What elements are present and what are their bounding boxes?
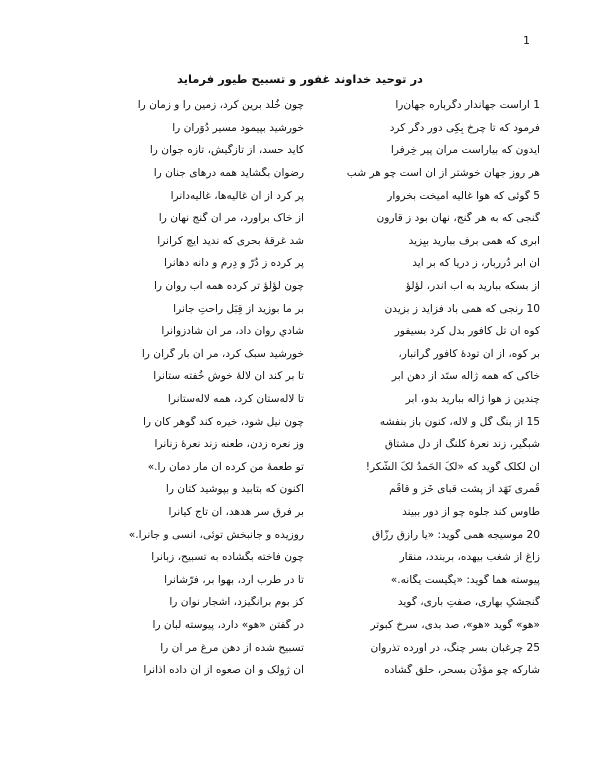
poem-title: در توحید خداوند غفور و تسبیح طیور فرماید — [177, 72, 423, 86]
verse-first-hemistich: طاوس کند جلوه چو از دور ببیند — [402, 505, 540, 518]
verse-first-hemistich: «هو» گوید «هو»، صد بدی، سرخ کبوتر — [370, 618, 540, 631]
verse-first-hemistich: خاکی که همه ژاله ستَد از دهن ابر — [391, 370, 540, 383]
verse-row — [60, 320, 540, 343]
verse-row — [60, 388, 540, 411]
verse-second-hemistich: از خاک برآورد، مر آن گنج نهان را — [158, 212, 304, 225]
verse-first-hemistich: پیوسته هما گوید: «یگیست یگانه.» — [390, 573, 540, 586]
verse-first-hemistich: 10 رنجی که همی باد فزاید ز بزیدن — [384, 302, 540, 315]
verse-second-hemistich: روزیده و جانبخش توئی، انسی و جانرا.» — [128, 528, 304, 541]
verse-row — [60, 275, 540, 298]
verse-row — [60, 591, 540, 614]
verse-first-hemistich: ایدون که بیاراست مرآن پیر خِرفرا — [390, 144, 540, 157]
verse-second-hemistich: چون نیل شود، خیره کند گوهر کان را — [142, 415, 304, 428]
verse-first-hemistich: 1 آراست جهاندار دگرباره جهان‌را — [395, 99, 540, 112]
verse-second-hemistich: چون خُلد برین کرد، زمین را و زمان را — [137, 99, 304, 112]
verse-row — [60, 546, 540, 569]
verse-second-hemistich: خورشید بپیمود مسیر دُوَران را — [172, 121, 304, 134]
verse-first-hemistich: آن ابر دُرربار، ز دریا که بر آید — [412, 257, 540, 270]
verse-second-hemistich: شادیِ روان داد، مر آن شادزوانرا — [161, 325, 304, 338]
verse-row — [60, 230, 540, 253]
verse-row — [60, 614, 540, 637]
verse-first-hemistich: هر روز جهان خوشتر از آن است چو هر شب — [346, 167, 540, 180]
verse-row — [60, 501, 540, 524]
verse-row — [60, 365, 540, 388]
verse-second-hemistich: تو طعمهٔ من کرده آن مار دمان را.» — [147, 460, 304, 473]
page-number: 1 — [523, 34, 530, 47]
verse-first-hemistich: آن لکلک گوید که «لکَ الحَمدُ لکَ الشُّکر! — [365, 460, 540, 473]
verse-row — [60, 478, 540, 501]
verse-first-hemistich: 20 موسیجه همی گوید: «یا رازِقِ رزّاق — [371, 528, 540, 541]
verse-second-hemistich: رضوان بگشاید همه درهای جنان را — [153, 167, 304, 180]
verse-second-hemistich: آن ژولک و آن صعوه از آن داده اذانرا — [143, 664, 304, 677]
verse-first-hemistich: شارکه چو مؤذّن بسحر، حلق گشاده — [384, 664, 540, 677]
verse-second-hemistich: چون فاخته بگشاده به تسبیح، زبانرا — [151, 551, 304, 564]
verse-second-hemistich: در گفتنِ «هو» دارد، پیوسته لبان را — [152, 618, 304, 631]
verse-first-hemistich: قُمری نَهَد از پشت قبای خَز و قاقُم — [389, 483, 540, 496]
verse-row — [60, 139, 540, 162]
verse-second-hemistich: وز نعره زدن، طعنه زند نعرهٔ زنانرا — [154, 438, 304, 451]
verse-second-hemistich: کز بوم برانگیزد، اشجار نوان را — [169, 596, 304, 609]
verse-second-hemistich: بر ما بوزید از قِبَلِ راحتِ جانرا — [173, 302, 304, 315]
verse-second-hemistich: چون لؤلؤ تر کرده همه آب روان را — [153, 280, 304, 293]
verse-second-hemistich: بر فرقِ سر هدهد، آن تاجِ کیانرا — [168, 505, 304, 518]
verse-row — [60, 636, 540, 659]
verse-row — [60, 117, 540, 140]
verse-second-hemistich: تا لاله‌ستان کرد، همه لاله‌ستانرا — [167, 393, 304, 406]
verse-first-hemistich: چندین ز هوا ژاله ببارید بدو، ابر — [405, 393, 540, 406]
verse-first-hemistich: فرمود که تا چرخ بِکِی دور دگر کرد — [389, 121, 540, 134]
verse-first-hemistich: ابری که همی برف ببارید بیِزید — [408, 234, 540, 247]
verse-second-hemistich: اکنون که بتابید و بپوشید کتان را — [165, 483, 304, 496]
verse-first-hemistich: از بسکه ببارید به آب اندر، لؤلؤ — [405, 280, 540, 293]
verse-first-hemistich: بر کوه، از آن تودهٔ کافورِ گرانبار، — [398, 347, 540, 360]
verse-row — [60, 410, 540, 433]
poem-body — [60, 94, 540, 681]
verse-row — [60, 162, 540, 185]
verse-first-hemistich: 15 از بنگ گل و لاله، کنون باز بنفشه — [379, 415, 540, 428]
verse-row — [60, 523, 540, 546]
verse-row — [60, 297, 540, 320]
verse-row — [60, 433, 540, 456]
verse-first-hemistich: کوه آن تل کافور بدل کرد بسیفور — [394, 325, 540, 338]
verse-row — [60, 343, 540, 366]
verse-row — [60, 207, 540, 230]
verse-second-hemistich: تا در طرب آرد، بهوا بر، فرّشانرا — [164, 573, 304, 586]
verse-second-hemistich: پر کرده ز دُرّ و دِرم و دانه دهانرا — [163, 257, 304, 270]
verse-second-hemistich: تا بر کند آن لالهٔ خوش خُفته ستانرا — [153, 370, 304, 383]
verse-row — [60, 252, 540, 275]
verse-first-hemistich: زاغ از شغب بیهده، بربندد، منقار — [399, 551, 540, 564]
verse-second-hemistich: پر کرد از آن غالیه‌ها، غالیه‌دانرا — [170, 189, 304, 202]
verse-first-hemistich: شبگیر، زند نعرهٔ کلنگ از دل مشتاق — [384, 438, 540, 451]
verse-row — [60, 568, 540, 591]
verse-first-hemistich: گنجی که به هر گُنج، نهان بود ز قارون — [376, 212, 540, 225]
verse-first-hemistich: 5 گوئی که هوا غالیه آمیخت بخروار — [387, 189, 540, 202]
verse-first-hemistich: گنجشکِ بهاری، صفتِ باری، گوید — [397, 596, 540, 609]
verse-row — [60, 456, 540, 479]
verse-second-hemistich: کاید حسد، از تازگیش، تازه جوان را — [149, 144, 304, 157]
verse-row — [60, 94, 540, 117]
verse-second-hemistich: شد غرقهٔ بحری که ندید ایچ کرانرا — [157, 234, 304, 247]
verse-second-hemistich: خورشید سبک کرد، مر آن بار گران را — [141, 347, 304, 360]
verse-row — [60, 659, 540, 682]
verse-row — [60, 184, 540, 207]
verse-first-hemistich: 25 چرغبان بسر چنگ، در آورده تذروان — [370, 641, 540, 654]
verse-second-hemistich: تسبیح شده از دهن مرغ مر آن را — [160, 641, 304, 654]
